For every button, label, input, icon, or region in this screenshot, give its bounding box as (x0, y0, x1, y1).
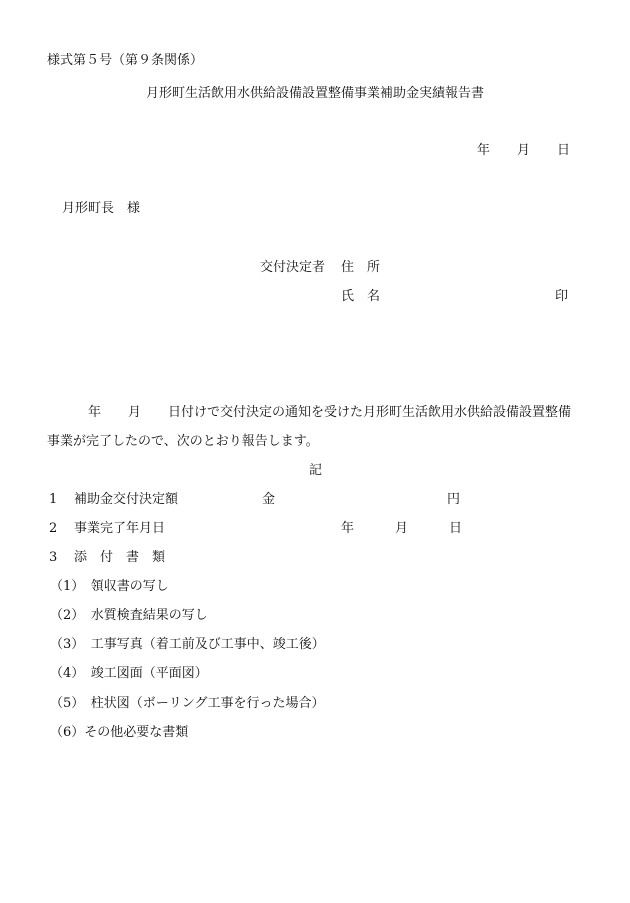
report-date-day: 日 (557, 143, 571, 158)
attachment-item: （6）その他必要な書類 (50, 725, 189, 740)
item1-kin: 金 (262, 492, 276, 507)
attachment-item: （5） 柱状図（ボーリング工事を行った場合） (50, 696, 325, 711)
item1-number: 1 (49, 492, 58, 507)
body-line1: 日付けで交付決定の通知を受けた月形町生活飲用水供給設備設置整備 (168, 405, 572, 420)
attachment-item: （1） 領収書の写し (50, 579, 169, 594)
item2-year: 年 (341, 521, 355, 536)
seal-mark: 印 (555, 289, 569, 304)
body-month: 月 (128, 405, 142, 420)
item1-label: 補助金交付決定額 (74, 492, 179, 507)
document-title: 月形町生活飲用水供給設備設置整備事業補助金実績報告書 (146, 86, 485, 101)
name-label: 氏 名 (341, 289, 381, 304)
attachment-item: （3） 工事写真（着工前及び工事中、竣工後） (50, 637, 325, 652)
item2-number: 2 (49, 521, 58, 536)
item2-label: 事業完了年月日 (74, 521, 166, 536)
ki-heading: 記 (309, 463, 323, 478)
body-year: 年 (88, 405, 102, 420)
attachment-item: （4） 竣工図面（平面図） (50, 666, 208, 681)
form-number: 様式第５号（第９条関係） (47, 53, 204, 68)
attachment-item: （2） 水質検査結果の写し (50, 608, 208, 623)
addressee: 月形町長 様 (62, 201, 141, 216)
item2-month: 月 (395, 521, 409, 536)
item3-label: 添 付 書 類 (74, 550, 166, 565)
body-line2: 事業が完了したので、次のとおり報告します。 (47, 434, 319, 449)
applicant-role: 交付決定者 (260, 260, 326, 275)
item1-yen: 円 (447, 492, 461, 507)
report-date-year: 年 (477, 143, 491, 158)
address-label: 住 所 (341, 260, 381, 275)
item3-number: 3 (49, 550, 58, 565)
item2-day: 日 (449, 521, 463, 536)
report-date-month: 月 (517, 143, 531, 158)
